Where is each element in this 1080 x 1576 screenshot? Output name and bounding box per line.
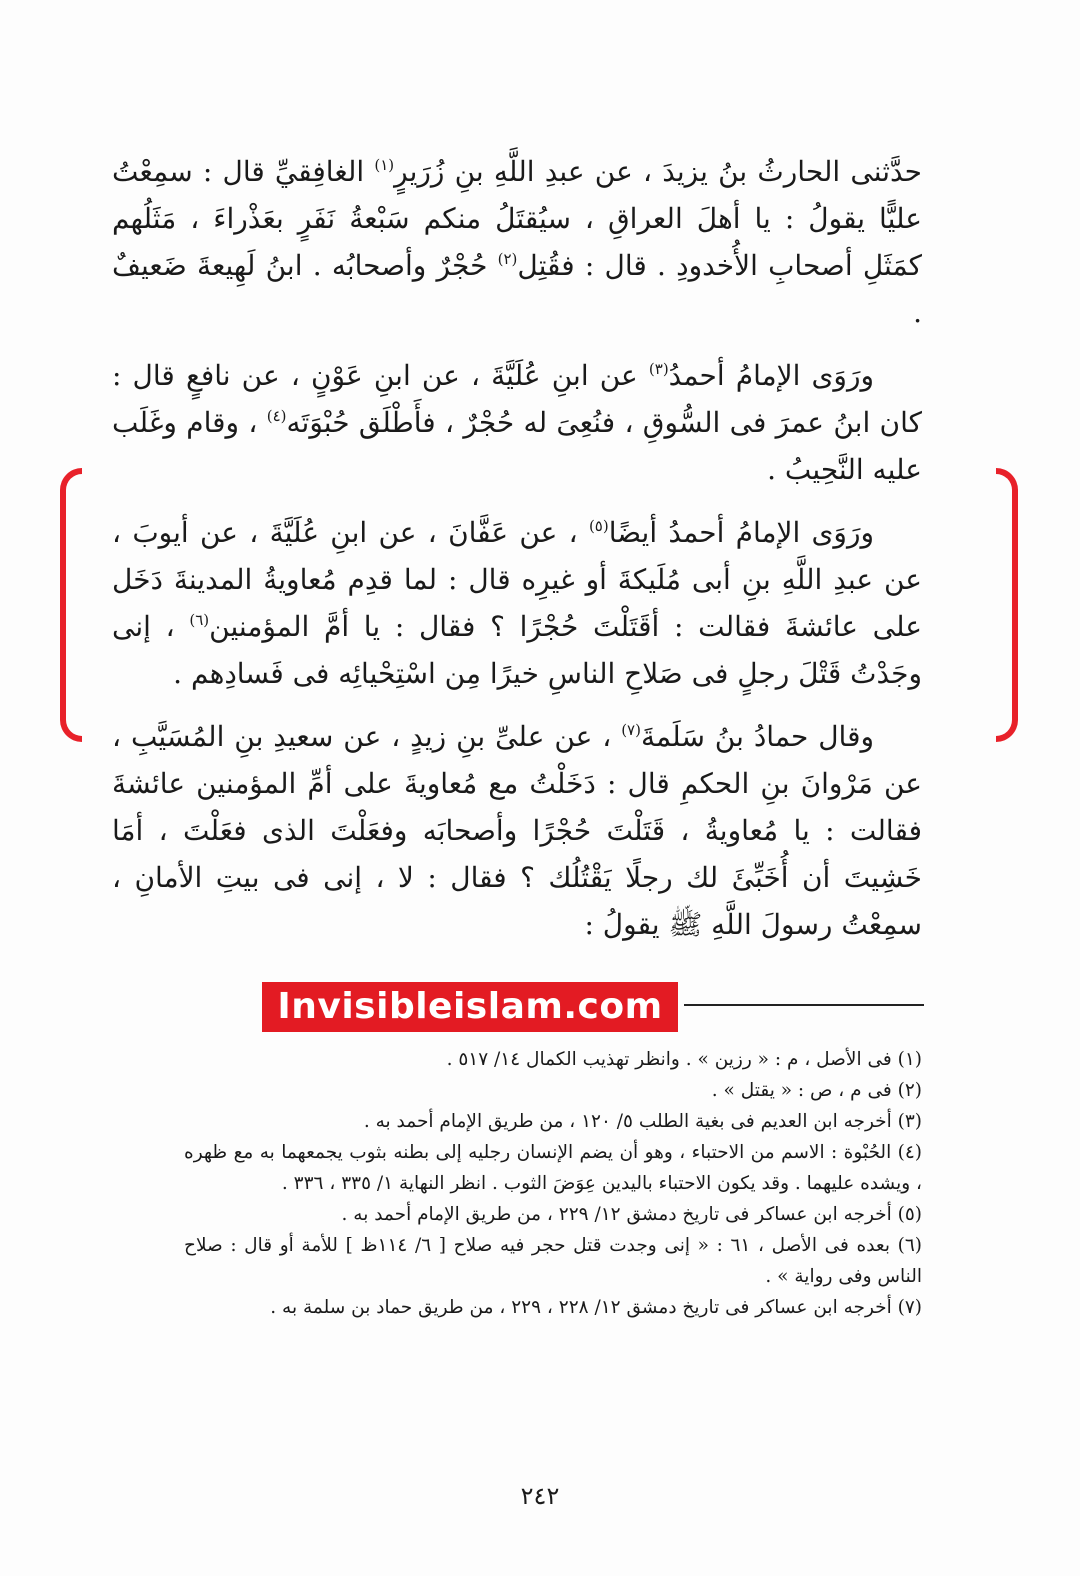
footnote-ref: (٢) <box>497 250 518 268</box>
footnote-separator <box>684 1004 924 1006</box>
paragraph-text: ورَوَى الإمامُ أحمدُ <box>668 359 874 392</box>
paragraph-text: ، وقام وغَلَب عليه النَّحِيبُ . <box>112 406 922 486</box>
footnote-ref: (٥) <box>588 517 609 535</box>
footnote-3: (٣) أخرجه ابن العديم فى بغية الطلب ٥/ ١٢٠ ، من طريق الإمام أحمد به . <box>363 1111 922 1132</box>
left-highlight-bracket <box>60 468 82 742</box>
paragraph-text: ، عن عَفَّانَ ، عن ابنِ عُلَيَّةَ ، عن أيوبَ ، عن عبدِ اللَّهِ بنِ أبى مُلَيكةَ أو غيرِه قال : لما قدِم مُعاويةُ المدينةَ دَخَل على عائشةَ فقالت : أقَتَلْتَ حُجْرًا ؟ فقال : يا أمَّ المؤمنين <box>112 516 922 643</box>
footnotes <box>184 1044 922 1323</box>
footnote-ref: (٦) <box>189 611 210 629</box>
paragraph-text: الغافِقيِّ قال : سمِعْتُ عليًّا يقولُ : يا أهلَ العراقِ ، سيُقتَلُ منكم سَبْعةُ نَفَرٍ بعَذْراءَ ، مَثَلُهم كمَثَلِ أصحابِ الأُخدودِ . قال : فقُتِل <box>112 155 922 282</box>
paragraph-text: ، إنى وجَدْتُ قَتْلَ رجلٍ فى صَلاحِ الناسِ خيرًا مِن اسْتِحْيائِه فى فَسادِهم . <box>112 610 922 690</box>
footnote-ref: (٣) <box>648 360 669 378</box>
paragraph-4 <box>112 713 922 948</box>
footnote-6: (٦) بعده فى الأصل ، ٦١ : « إنى وجدت قتل حجر فيه صلاح [ ٦/ ١١٤ظ ] للأمة أو قال : صلاح الناس وفى رواية » . <box>184 1235 923 1287</box>
page-number: ٢٤٢ <box>520 1482 560 1510</box>
footnote-2: (٢) فى م ، ص : « يقتل » . <box>711 1080 922 1101</box>
paragraph-text: حدَّثنى الحارثُ بنُ يزيدَ ، عن عبدِ اللَّهِ بنِ زُرَيرٍ <box>394 155 922 188</box>
footnote-5: (٥) أخرجه ابن عساكر فى تاريخ دمشق ١٢/ ٢٢٩ ، من طريق الإمام أحمد به . <box>341 1204 922 1225</box>
paragraph-2 <box>112 352 922 493</box>
watermark-banner: Invisibleislam.com <box>262 982 678 1032</box>
footnote-1: (١) فى الأصل ، م : « رزين » . وانظر تهذيب الكمال ١٤/ ٥١٧ . <box>446 1049 922 1070</box>
footnote-4: (٤) الحُبْوة : الاسم من الاحتباء ، وهو أن يضم الإنسان رجليه إلى بطنه بثوب يجمعهما به مع ظهره ، ويشده عليهما . وقد يكون الاحتباء باليدين عِوَضَ الثوب . انظر النهاية ١/ ٣٣٥ ، ٣٣٦ . <box>184 1142 922 1194</box>
paragraph-3 <box>112 509 922 697</box>
main-text <box>112 148 922 964</box>
paragraph-text: ورَوَى الإمامُ أحمدُ أيضًا <box>608 516 874 549</box>
paragraph-text: وقال حمادُ بنُ سَلَمةَ <box>640 720 874 753</box>
footnote-ref: (١) <box>374 156 395 174</box>
paragraph-text: حُجْرٌ وأصحابُه . ابنُ لَهِيعةَ ضَعيفٌ . <box>112 249 922 329</box>
paragraph-1 <box>112 148 922 336</box>
paragraph-text: ، عن علىِّ بنِ زيدٍ ، عن سعيدِ بنِ المُسَيَّبِ ، عن مَرْوانَ بنِ الحكمِ قال : دَخَلْتُ مع مُعاويةَ على أمِّ المؤمنين عائشةَ فقالت : يا مُعاويةُ ، قَتَلْتَ حُجْرًا وأصحابَه وفعَلْتَ الذى فعَلْتَ ، أمَا خَشِيتَ أن أُخَبِّئَ لك رجلًا يَقْتُلُك ؟ فقال : لا ، إنى فى بيتِ الأمانِ ، سمِعْتُ رسولَ اللَّهِ ﷺ يقولُ : <box>112 720 922 941</box>
paragraph-text: عن ابنِ عُلَيَّةَ ، عن ابنِ عَوْنٍ ، عن نافعٍ قال : كان ابنُ عمرَ فى السُّوقِ ، فنُعِىَ له حُجْرٌ ، فأَطْلَق حُبْوَتَه <box>112 359 922 439</box>
footnote-7: (٧) أخرجه ابن عساكر فى تاريخ دمشق ١٢/ ٢٢٨ ، ٢٢٩ ، من طريق حماد بن سلمة به . <box>270 1297 922 1318</box>
footnote-ref: (٧) <box>621 721 641 739</box>
right-highlight-bracket <box>996 468 1018 742</box>
footnote-ref: (٤) <box>266 407 287 425</box>
